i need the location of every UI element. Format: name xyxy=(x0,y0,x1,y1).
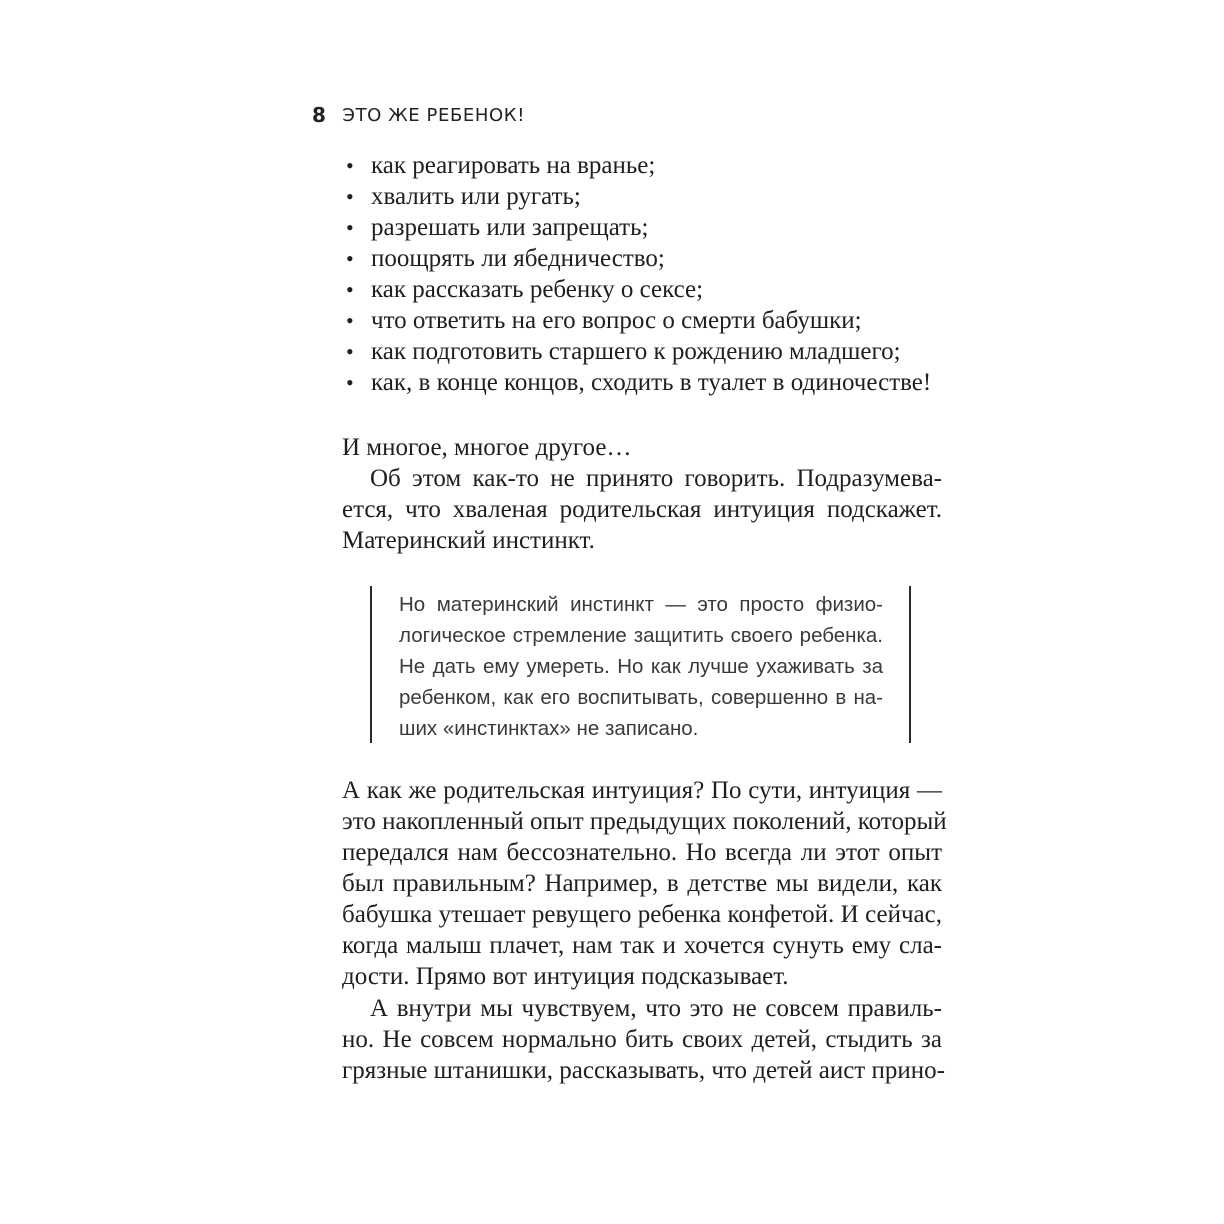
callout-box xyxy=(370,586,911,743)
list-item: • как подготовить старшего к рождению младшего; xyxy=(346,338,901,365)
text-line: Не дать ему умереть. Но как лучше ухаживать за xyxy=(399,655,883,678)
text-line: дости. Прямо вот интуиция подсказывает. xyxy=(342,963,789,990)
list-item: • как, в конце концов, сходить в туалет в одиночестве! xyxy=(346,369,932,396)
text-line: был правильным? Например, в детстве мы видели, как xyxy=(342,870,942,897)
list-item: • хвалить или ругать; xyxy=(346,183,581,210)
bullet-icon: • xyxy=(346,339,354,364)
callout-text xyxy=(399,589,883,744)
callout-right-rule xyxy=(909,586,911,743)
paragraph-instinct xyxy=(342,463,942,556)
list-item: • что ответить на его вопрос о смерти бабушки; xyxy=(346,307,862,334)
paragraph-intro xyxy=(342,432,942,463)
text-line: Но материнский инстинкт — это просто физио- xyxy=(399,593,883,616)
text-line: ших «инстинктах» не записано. xyxy=(399,717,699,740)
running-head xyxy=(312,100,525,130)
text-line: ется, что хваленая родительская интуиция подскажет. xyxy=(342,496,942,523)
bullet-icon: • xyxy=(346,308,354,333)
bullet-icon: • xyxy=(346,153,354,178)
paragraph-feeling xyxy=(342,993,945,1086)
list-item: • разрешать или запрещать; xyxy=(346,214,649,241)
bullet-icon: • xyxy=(346,277,354,302)
text-line: А внутри мы чувствуем, что это не совсем правиль- xyxy=(370,995,942,1022)
text-line: Об этом как-то не принято говорить. Подразумева- xyxy=(370,465,942,492)
text-line: грязные штанишки, рассказывать, что детей аист прино- xyxy=(342,1057,945,1084)
callout-left-rule xyxy=(370,586,372,743)
text-line: Материнский инстинкт. xyxy=(342,527,595,554)
text-line: И многое, многое другое… xyxy=(342,434,632,461)
bullet-icon: • xyxy=(346,370,354,395)
text-line: передался нам бессознательно. Но всегда ли этот опыт xyxy=(342,839,942,866)
text-line: это накопленный опыт предыдущих поколений, который xyxy=(342,808,947,835)
running-title: ЭТО ЖЕ РЕБЕНОК! xyxy=(342,104,526,126)
list-item: • как рассказать ребенку о сексе; xyxy=(346,276,704,303)
page-number: 8 xyxy=(312,103,327,127)
text-line: но. Не совсем нормально бить своих детей, стыдить за xyxy=(342,1026,942,1053)
paragraph-intuition xyxy=(342,775,947,992)
list-item: • поощрять ли ябедничество; xyxy=(346,245,665,272)
bullet-icon: • xyxy=(346,246,354,271)
text-line: когда малыш плачет, нам так и хочется сунуть ему сла- xyxy=(342,932,942,959)
bullet-icon: • xyxy=(346,215,354,240)
text-line: бабушка утешает ревущего ребенка конфетой. И сейчас, xyxy=(342,901,942,928)
text-line: логическое стремление защитить своего ребенка. xyxy=(399,624,883,647)
bullet-icon: • xyxy=(346,184,354,209)
list-item: • как реагировать на вранье; xyxy=(346,152,656,179)
text-line: ребенком, как его воспитывать, совершенно в на- xyxy=(399,686,883,709)
text-line: А как же родительская интуиция? По сути, интуиция — xyxy=(342,777,942,804)
bullet-list xyxy=(342,150,962,398)
